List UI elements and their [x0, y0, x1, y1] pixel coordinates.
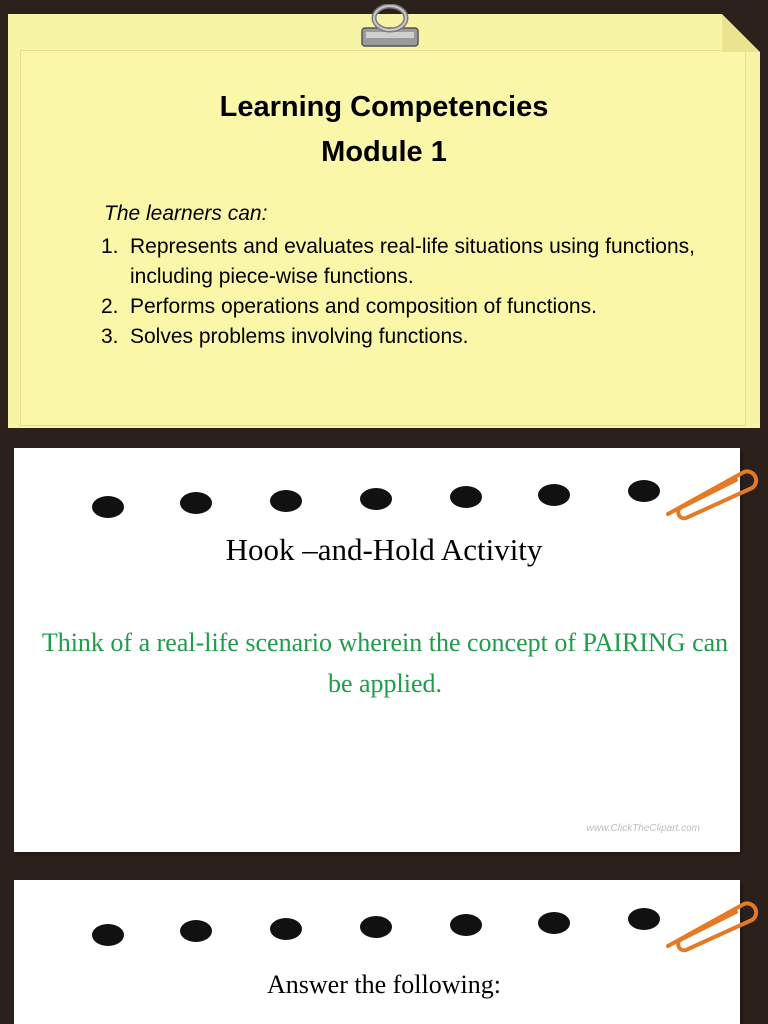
punch-hole-icon [450, 914, 482, 936]
punch-hole-icon [180, 492, 212, 514]
punch-hole-icon [360, 916, 392, 938]
slide1-subtitle: Module 1 [321, 136, 447, 168]
punch-hole-icon [360, 488, 392, 510]
watermark: www.ClickTheClipart.com [586, 823, 700, 834]
punch-hole-icon [270, 918, 302, 940]
punch-hole-icon [92, 924, 124, 946]
punch-hole-icon [180, 920, 212, 942]
activity-title: Hook –and-Hold Activity [225, 532, 543, 567]
punch-hole-icon [538, 912, 570, 934]
binder-clip-icon [358, 4, 422, 50]
slide1-title: Learning Competencies [219, 91, 549, 123]
slide-answer-the-following [0, 866, 768, 1024]
answer-title: Answer the following: [267, 970, 501, 999]
punch-hole-icon [450, 486, 482, 508]
paper-clip-icon [660, 462, 760, 522]
slide-learning-competencies [0, 0, 768, 432]
punch-hole-icon [628, 908, 660, 930]
competency-list [101, 232, 701, 352]
slide1-intro: The learners can: [104, 202, 268, 225]
slide-hook-and-hold [0, 434, 768, 862]
punch-hole-icon [92, 496, 124, 518]
punch-hole-icon [628, 480, 660, 502]
list-item: 1. Represents and evaluates real-life situations using functions, including piece-wise functions. [101, 235, 695, 288]
note-card [14, 880, 740, 1024]
punch-hole-icon [538, 484, 570, 506]
list-item: 3. Solves problems involving functions. [101, 325, 469, 348]
paper-clip-icon [660, 894, 760, 954]
list-item: 2. Performs operations and composition of functions. [101, 295, 597, 318]
paper-fold [722, 14, 760, 52]
activity-prompt: Think of a real-life scenario wherein the concept of PAIRING can be applied. [41, 628, 729, 698]
punch-hole-icon [270, 490, 302, 512]
